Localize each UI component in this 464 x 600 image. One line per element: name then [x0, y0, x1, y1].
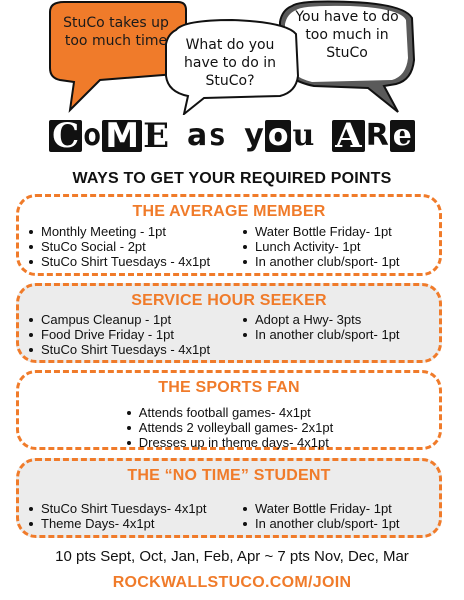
section-title: SERVICE HOUR SEEKER [131, 292, 327, 309]
headline-word-are [332, 116, 415, 156]
list-item: Attends football games- 4x1pt [125, 405, 333, 420]
points-list-left [27, 312, 241, 357]
headline-letter: C [49, 120, 82, 152]
section-title: THE “NO TIME” STUDENT [127, 467, 331, 484]
list-item: Water Bottle Friday- 1pt [241, 224, 400, 239]
section-no-time-student [16, 458, 442, 538]
headline-word-come [49, 116, 169, 156]
headline-letter: u [292, 118, 315, 153]
section-title: THE AVERAGE MEMBER [132, 203, 326, 220]
bubble-middle-text: What do you have to do in StuCo? [184, 37, 276, 89]
headline-letter: E [143, 116, 169, 156]
list-item: Food Drive Friday - 1pt [27, 327, 241, 342]
headline-word-you [244, 120, 314, 152]
points-list-left [27, 501, 241, 531]
list-item: Dresses up in theme days- 4x1pt [125, 435, 333, 450]
list-item: StuCo Shirt Tuesdays - 4x1pt [27, 254, 241, 269]
list-item: Adopt a Hwy- 3pts [241, 312, 400, 327]
headline-letter: s [208, 118, 227, 153]
list-item: StuCo Social - 2pt [27, 239, 241, 254]
list-item: Monthly Meeting - 1pt [27, 224, 241, 239]
points-list-right [241, 224, 400, 269]
bubble-right-text: You have to do too much in StuCo [295, 9, 399, 61]
list-item: Water Bottle Friday- 1pt [241, 501, 400, 516]
list-item: Attends 2 volleyball games- 2x1pt [125, 420, 333, 435]
headline-letter: e [390, 120, 415, 152]
section-title: THE SPORTS FAN [158, 379, 300, 396]
section-sports-fan [16, 370, 442, 450]
headline-letter: A [332, 120, 364, 152]
headline-letter: o [265, 120, 292, 152]
list-item: StuCo Shirt Tuesdays - 4x1pt [27, 342, 241, 357]
points-schedule: 10 pts Sept, Oct, Jan, Feb, Apr ~ 7 pts Nov, Dec, Mar [55, 548, 409, 565]
list-item: Theme Days- 4x1pt [27, 516, 241, 531]
bubble-left-text: StuCo takes up too much time [63, 15, 169, 49]
headline-letter: a [186, 118, 208, 153]
section-service-hour-seeker [16, 283, 442, 363]
section-average-member [16, 194, 442, 276]
speech-bubbles [0, 0, 464, 115]
points-list [125, 405, 333, 450]
headline-letter: M [102, 120, 142, 152]
subtitle: WAYS TO GET YOUR REQUIRED POINTS [72, 170, 392, 187]
headline-come-as-you-are [0, 112, 464, 160]
list-item: StuCo Shirt Tuesdays- 4x1pt [27, 501, 241, 516]
headline-word-as [187, 120, 226, 152]
join-link[interactable]: ROCKWALLSTUCO.COM/JOIN [112, 574, 352, 591]
list-item: In another club/sport- 1pt [241, 254, 400, 269]
points-list-left [27, 224, 241, 269]
list-item: In another club/sport- 1pt [241, 327, 400, 342]
list-item: In another club/sport- 1pt [241, 516, 400, 531]
list-item: Campus Cleanup - 1pt [27, 312, 241, 327]
headline-letter: y [244, 118, 264, 153]
points-list-right [241, 312, 400, 357]
headline-letter: o [83, 118, 102, 153]
headline-letter: R [365, 118, 389, 153]
list-item: Lunch Activity- 1pt [241, 239, 400, 254]
points-list-right [241, 501, 400, 531]
